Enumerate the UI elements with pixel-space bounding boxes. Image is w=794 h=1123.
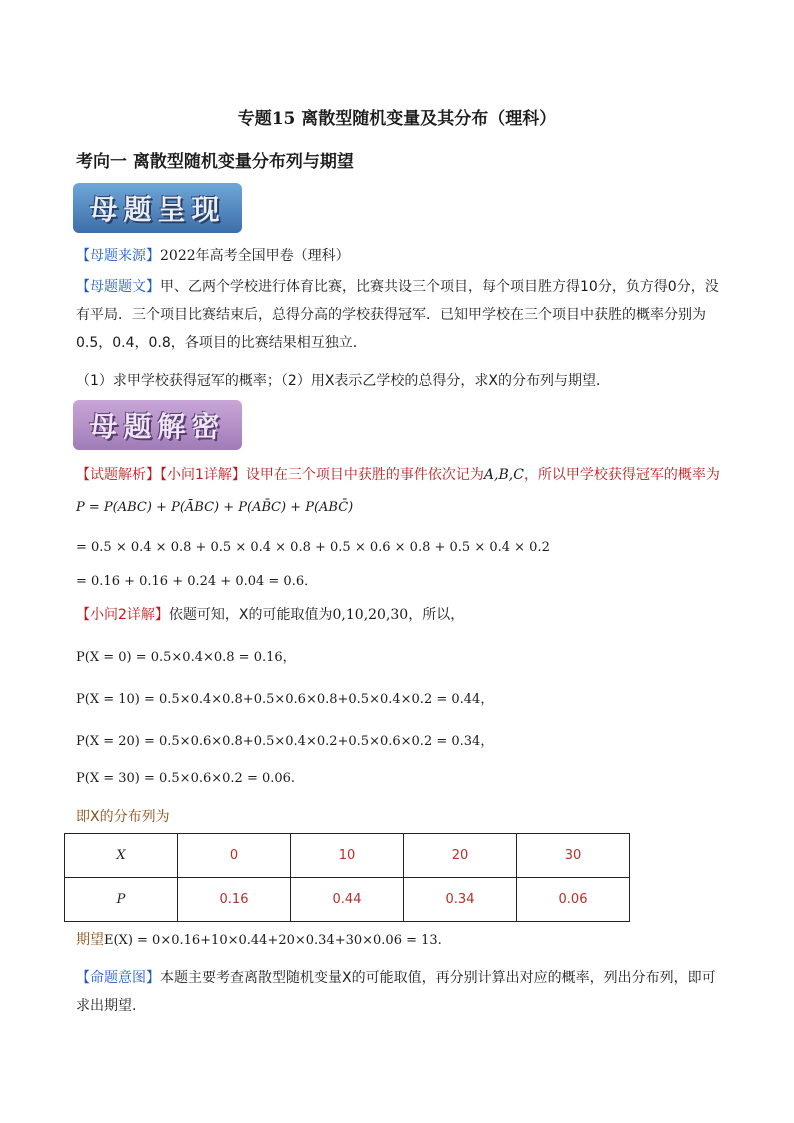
problem-text (76, 276, 736, 354)
prob-x0: P(X = 0) = 0.5×0.4×0.8 = 0.16， (76, 650, 296, 665)
table-cell: X (65, 834, 178, 878)
section-heading: 考向一 离散型随机变量分布列与期望 (76, 152, 354, 172)
problem-line2: 有平局．三个项目比赛结束后，总得分高的学校获得冠军．已知甲学校在三个项目中获胜的概率分别为 (76, 307, 706, 323)
table-cell: 0.34 (404, 878, 517, 922)
analysis-text1: 设甲在三个项目中获胜的事件依次记为 (245, 467, 484, 483)
expectation-line (76, 929, 726, 952)
source-text: 2022年高考全国甲卷（理科） (160, 248, 350, 264)
eq-line3: = 0.16 + 0.16 + 0.24 + 0.04 = 0.6． (76, 574, 318, 589)
banner-problem-text: 母题呈现 (89, 193, 226, 226)
source-line (76, 245, 726, 267)
problem-line1: 甲、乙两个学校进行体育比赛，比赛共设三个项目，每个项目胜方得10分，负方得0分，没 (160, 279, 719, 295)
page-title: 专题15 离散型随机变量及其分布（理科） (237, 109, 557, 129)
table-cell: 0.44 (291, 878, 404, 922)
source-tag: 【母题来源】 (76, 248, 160, 264)
problem-tag: 【母题题文】 (76, 279, 160, 295)
expectation-label: 期望 (76, 932, 104, 948)
table-cell: 10 (291, 834, 404, 878)
expectation-eq: E(X) = 0×0.16+10×0.44+20×0.34+30×0.06 = 13. (104, 933, 442, 948)
table-cell: 0.16 (178, 878, 291, 922)
distribution-intro: 即X的分布列为 (76, 809, 170, 825)
intent-text (76, 967, 736, 1017)
intent-line2: 求出期望. (76, 998, 137, 1014)
table-cell: P (65, 878, 178, 922)
subq2-tag: 【小问2详解】 (76, 607, 169, 623)
prob-x30: P(X = 30) = 0.5×0.6×0.2 = 0.06. (76, 771, 296, 786)
table-cell: 20 (404, 834, 517, 878)
table-row (65, 878, 630, 922)
prob-x10: P(X = 10) = 0.5×0.4×0.8+0.5×0.6×0.8+0.5×0.4×0.2 = 0.44， (76, 692, 494, 707)
analysis-text3: 依题可知，X的可能取值为 (168, 607, 333, 623)
eq-line2: = 0.5 × 0.4 × 0.8 + 0.5 × 0.4 × 0.8 + 0.5 × 0.6 × 0.8 + 0.5 × 0.4 × 0.2 (76, 540, 550, 555)
banner-solution (73, 400, 242, 450)
prob-x20: P(X = 20) = 0.5×0.6×0.8+0.5×0.4×0.2+0.5×0.6×0.2 = 0.34， (76, 734, 494, 749)
distribution-table (64, 833, 630, 922)
analysis-text2: ，所以甲学校获得冠军的概率为 (523, 467, 720, 483)
intent-line1: 本题主要考查离散型随机变量X的可能取值，再分别计算出对应的概率，列出分布列，即可 (160, 970, 716, 986)
subq1-tag: 【小问1详解】 (160, 467, 246, 483)
eq-line1: P = P(ABC) + P(ĀBC) + P(AB̄C) + P(ABC̄) (76, 500, 354, 515)
values: 0,10,20,30 (332, 607, 409, 623)
intent-tag: 【命题意图】 (76, 970, 160, 986)
analysis-tag: 【试题解析】 (76, 467, 160, 483)
analysis-text4: ，所以， (408, 607, 465, 623)
table-cell: 0.06 (517, 878, 630, 922)
problem-line3: 0.5，0.4，0.8，各项目的比赛结果相互独立． (76, 335, 367, 351)
banner-solution-text: 母题解密 (89, 410, 226, 443)
banner-problem (73, 183, 242, 233)
events: A,B,C (483, 467, 524, 483)
table-cell: 0 (178, 834, 291, 878)
table-cell: 30 (517, 834, 630, 878)
problem-question: （1）求甲学校获得冠军的概率；（2）用X表示乙学校的总得分，求X的分布列与期望． (76, 373, 610, 389)
analysis-intro (76, 464, 756, 486)
table-row (65, 834, 630, 878)
subq2-intro (76, 604, 726, 626)
